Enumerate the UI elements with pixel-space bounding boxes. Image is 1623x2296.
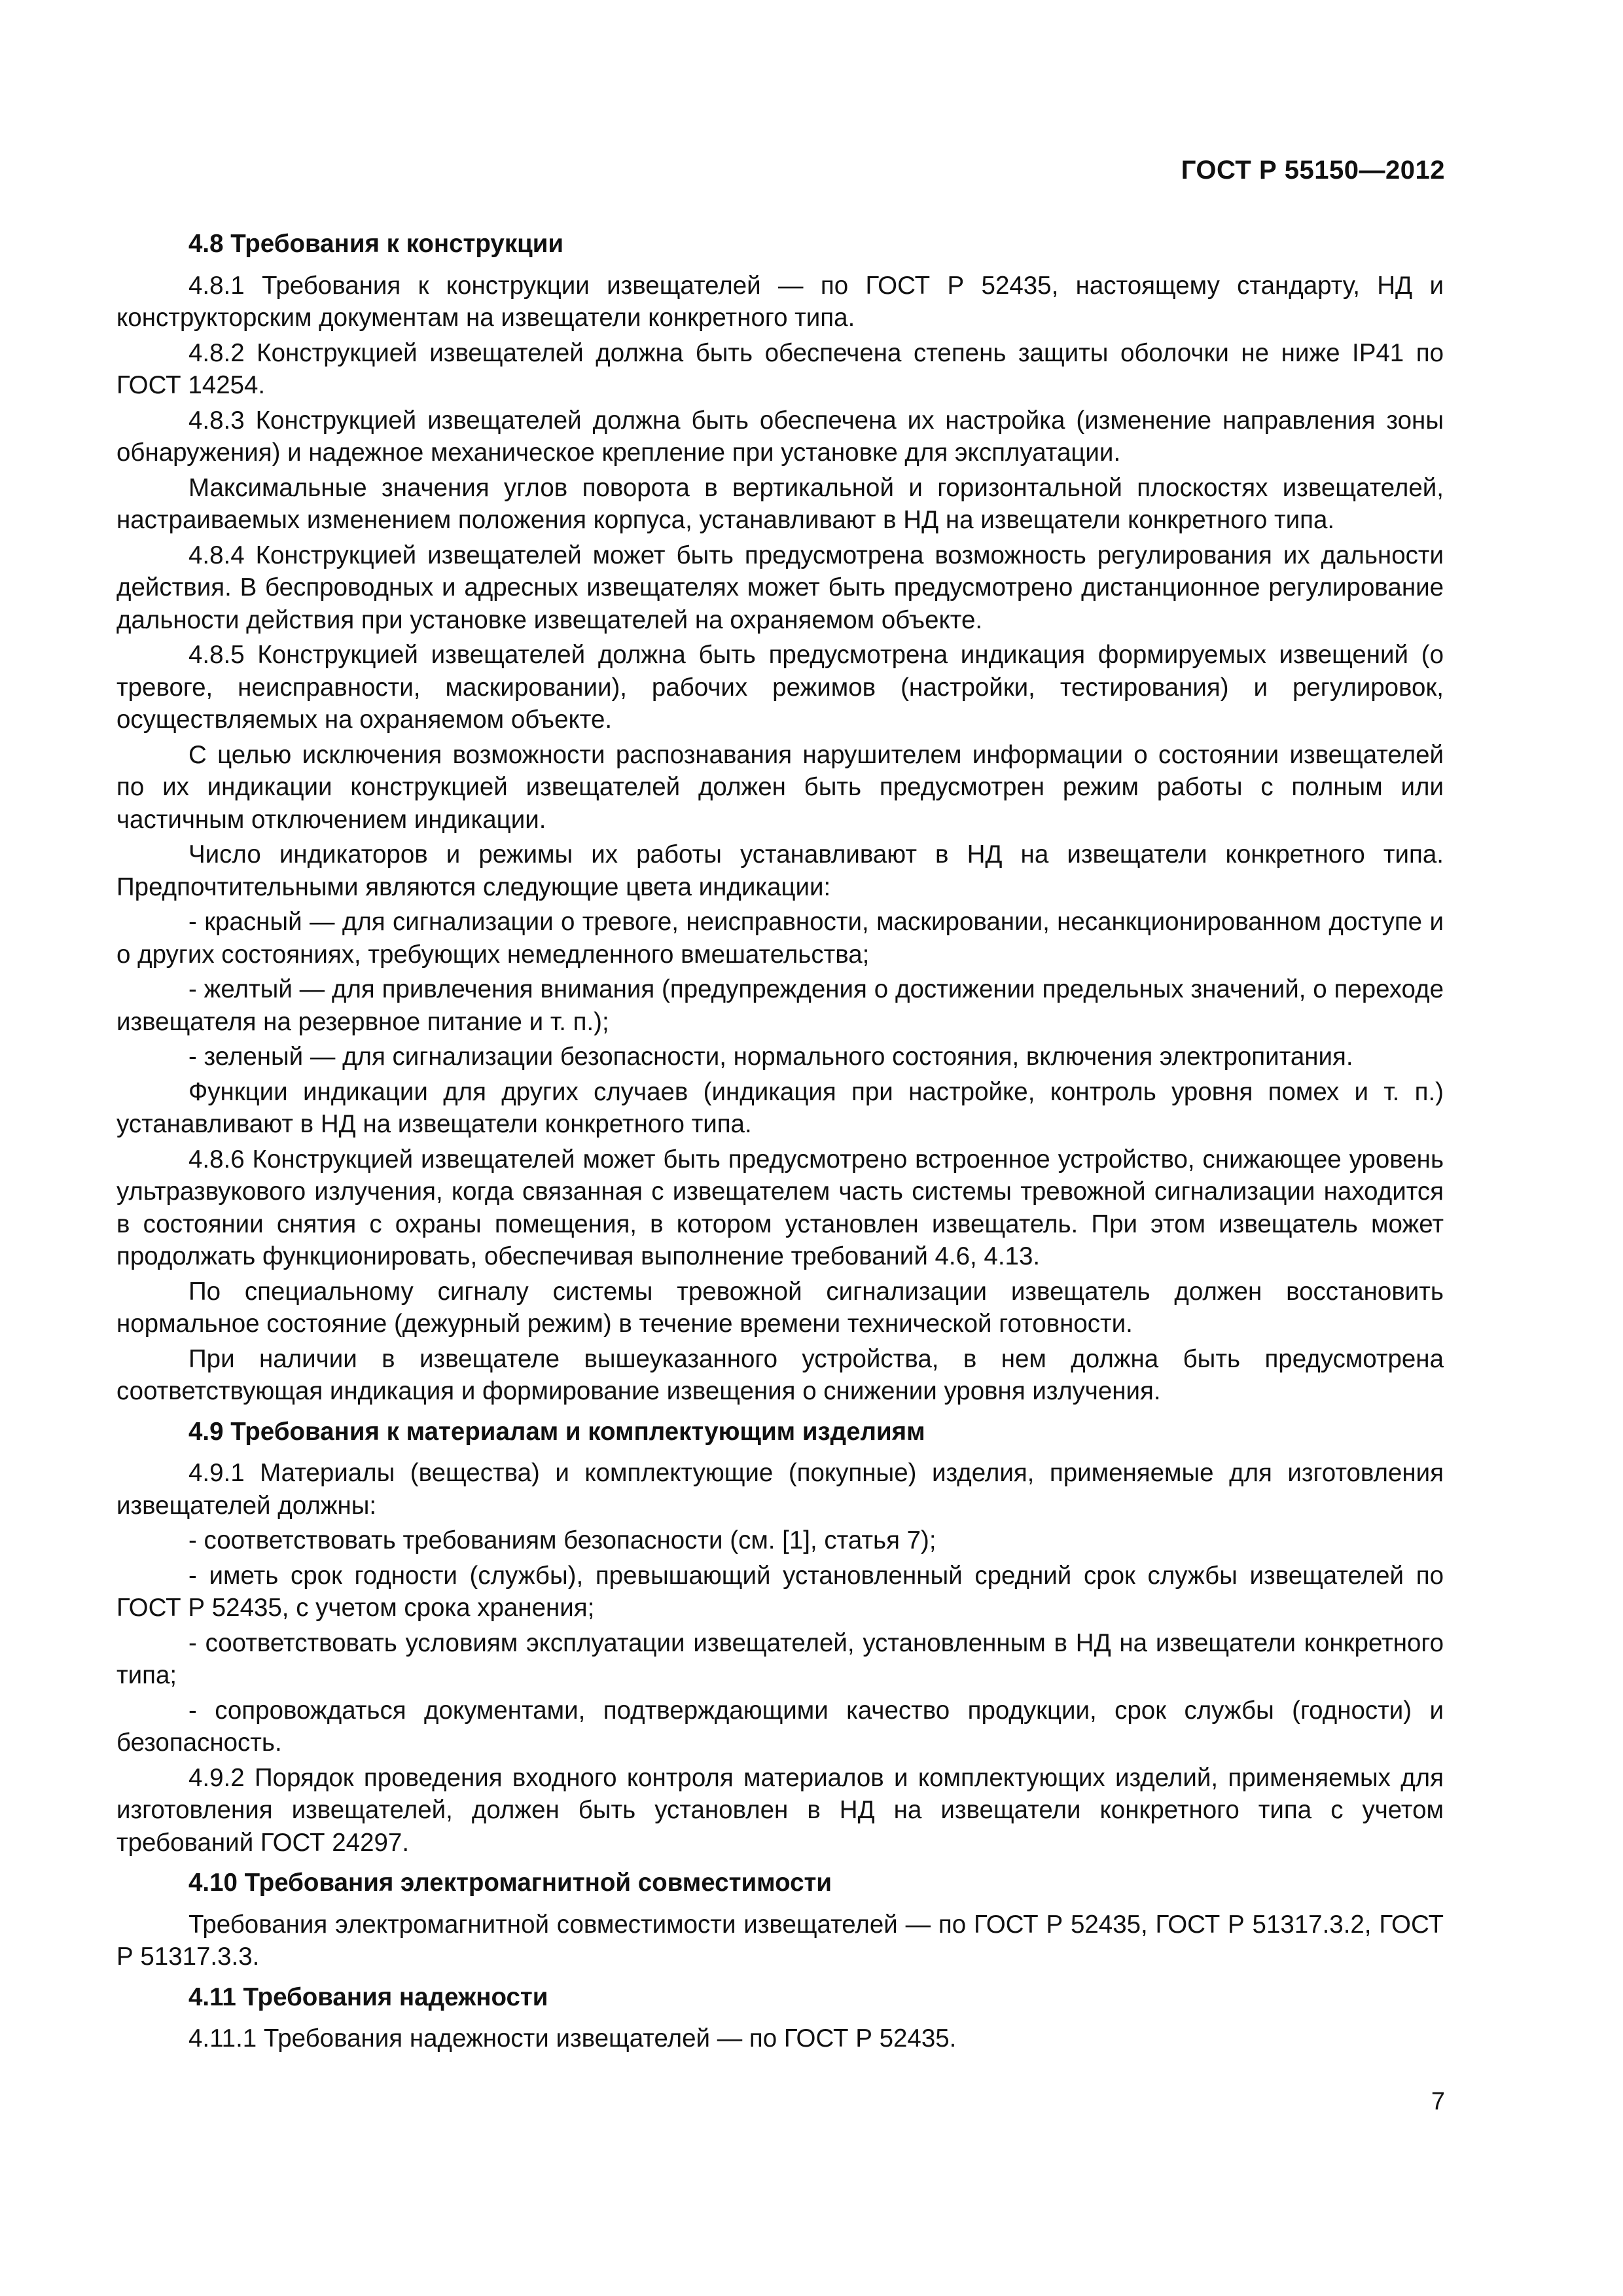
paragraph: 4.9.2 Порядок проведения входного контроля материалов и комплектующих изделий, применяемых для изготовления извещателей, должен быть установлен в НД на извещатели конкретного типа с учетом требований ГОСТ 24297. (116, 1763, 1444, 1857)
paragraph: Максимальные значения углов поворота в вертикальной и горизонтальной плоскостях извещателей, настраиваемых изменением положения корпуса, устанавливают в НД на извещатели конкретного типа. (116, 473, 1444, 534)
paragraph: 4.8.5 Конструкцией извещателей должна быть предусмотрена индикация формируемых извещений (о тревоге, неисправности, маскировании), рабочих режимов (настройки, тестирования) и регулировок, осуществляемых на охраняемом объекте. (116, 641, 1444, 734)
paragraph: 4.8.6 Конструкцией извещателей может быть предусмотрено встроенное устройство, снижающее уровень ультразвукового излучения, когда связанная с извещателем часть системы тревожной сигнализации находится в состоянии снятия с охраны помещения, в котором установлен извещатель. При этом извещатель может продолжать функционировать, обеспечивая выполнение требований 4.6, 4.13. (116, 1145, 1444, 1270)
list-item: - иметь срок годности (службы), превышающий установленный средний срок службы извещателей по ГОСТ Р 52435, с учетом срока хранения; (116, 1561, 1444, 1622)
document-header-standard-id: ГОСТ Р 55150—2012 (1181, 156, 1445, 185)
section-heading-4-10: 4.10 Требования электромагнитной совместимости (188, 1869, 832, 1897)
paragraph: 4.9.1 Материалы (вещества) и комплектующие (покупные) изделия, применяемые для изготовления извещателей должны: (116, 1459, 1444, 1520)
paragraph: 4.11.1 Требования надежности извещателей — по ГОСТ Р 52435. (188, 2024, 957, 2053)
paragraph: Требования электромагнитной совместимости извещателей — по ГОСТ Р 52435, ГОСТ Р 51317.3.2, ГОСТ Р 51317.3.3. (116, 1910, 1444, 1971)
list-item: - соответствовать требованиям безопасности (см. [1], статья 7); (188, 1526, 936, 1554)
list-item: - зеленый — для сигнализации безопасности, нормального состояния, включения электропитания. (188, 1043, 1353, 1071)
paragraph: С целью исключения возможности распознавания нарушителем информации о состоянии извещателей по их индикации конструкцией извещателей должен быть предусмотрен режим работы с полным или частичным отключением индикации. (116, 740, 1444, 834)
paragraph: 4.8.3 Конструкцией извещателей должна быть обеспечена их настройка (изменение направления зоны обнаружения) и надежное механическое крепление при установке для эксплуатации. (116, 406, 1444, 467)
paragraph: 4.8.2 Конструкцией извещателей должна быть обеспечена степень защиты оболочки не ниже IP41 по ГОСТ 14254. (116, 338, 1444, 399)
paragraph: Функции индикации для других случаев (индикация при настройке, контроль уровня помех и т. п.) устанавливают в НД на извещатели конкретного типа. (116, 1077, 1444, 1138)
list-item: - сопровождаться документами, подтверждающими качество продукции, срок службы (годности) и безопасность. (116, 1696, 1444, 1757)
paragraph: При наличии в извещателе вышеуказанного устройства, в нем должна быть предусмотрена соответствующая индикация и формирование извещения о снижении уровня излучения. (116, 1344, 1444, 1405)
list-item: - красный — для сигнализации о тревоге, неисправности, маскировании, несанкционированном доступе и о других состояниях, требующих немедленного вмешательства; (116, 908, 1444, 969)
document-body (116, 228, 1444, 2058)
section-heading-4-9: 4.9 Требования к материалам и комплектующим изделиям (188, 1417, 925, 1446)
list-item: - соответствовать условиям эксплуатации извещателей, установленным в НД на извещатели конкретного типа; (116, 1628, 1444, 1689)
paragraph: По специальному сигналу системы тревожной сигнализации извещатель должен восстановить нормальное состояние (дежурный режим) в течение времени технической готовности. (116, 1277, 1444, 1338)
paragraph: 4.8.1 Требования к конструкции извещателей — по ГОСТ Р 52435, настоящему стандарту, НД и конструкторским документам на извещатели конкретного типа. (116, 271, 1444, 332)
section-heading-4-8: 4.8 Требования к конструкции (188, 230, 564, 258)
list-item: - желтый — для привлечения внимания (предупреждения о достижении предельных значений, о переходе извещателя на резервное питание и т. п.); (116, 975, 1444, 1036)
section-heading-4-11: 4.11 Требования надежности (188, 1982, 548, 2011)
paragraph: Число индикаторов и режимы их работы устанавливают в НД на извещатели конкретного типа. Предпочтительными являются следующие цвета индикации: (116, 840, 1444, 901)
paragraph: 4.8.4 Конструкцией извещателей может быть предусмотрена возможность регулирования их дальности действия. В беспроводных и адресных извещателях может быть предусмотрено дистанционное регулирование дальности действия при установке извещателей на охраняемом объекте. (116, 541, 1444, 634)
page-number: 7 (1431, 2088, 1445, 2115)
